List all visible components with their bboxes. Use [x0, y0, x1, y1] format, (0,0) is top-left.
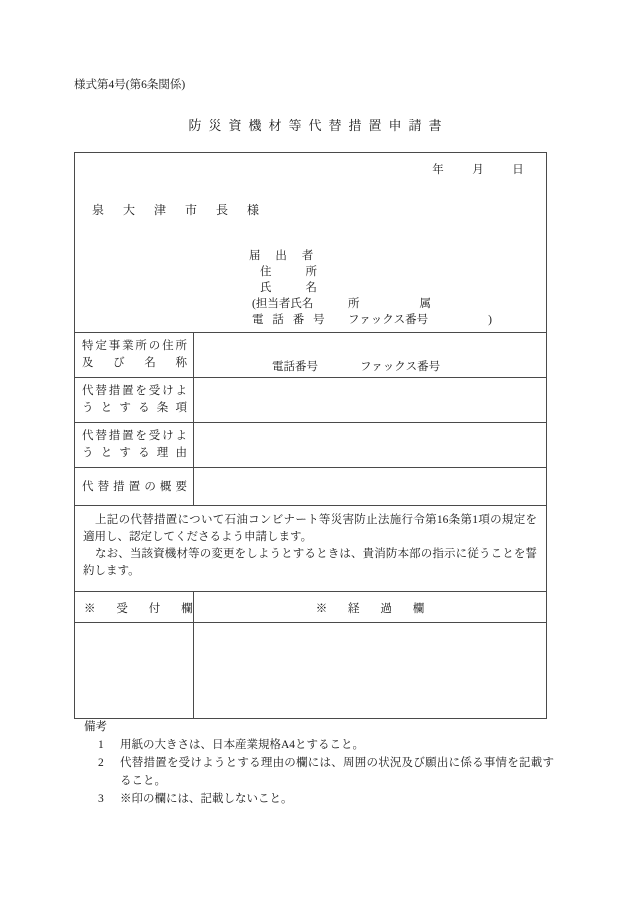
row-label-line-2: うとする条項: [82, 402, 187, 414]
note-number: 2: [98, 757, 104, 769]
row-label-outline: [75, 468, 194, 506]
progress-box[interactable]: [194, 623, 547, 719]
table-row: [75, 468, 547, 506]
row-value-reason[interactable]: [194, 423, 547, 468]
year-label: 年: [432, 164, 444, 176]
fax-label: ファックス番号: [360, 361, 441, 373]
table-row: [75, 333, 547, 378]
note-text: 代替措置を受けようとする理由の欄には、周囲の状況及び願出に係る事情を記載すること。: [120, 757, 554, 787]
row-label-line-2: うとする理由: [82, 447, 187, 459]
note-number: 1: [98, 739, 104, 751]
statement-paragraph-2: なお、当該資機材等の変更をしようとするときは、貴消防本部の指示に従うことを誓約します。: [83, 548, 537, 577]
submitter-phone-label: 電 話 番 号: [252, 314, 328, 326]
submitter-title: 届 出 者: [249, 250, 320, 262]
header-block-cell: [75, 153, 547, 333]
submitter-name-row: [240, 280, 492, 296]
affiliation-label: 所: [348, 298, 360, 310]
phone-fax-hints: [272, 358, 440, 374]
row-value-outline[interactable]: [194, 468, 547, 506]
row-label-line-1: 代替措置の概要: [82, 481, 187, 493]
statement-cell: [75, 506, 547, 592]
note-text: 用紙の大きさは、日本産業規格A4とすること。: [120, 739, 365, 751]
note-text: ※印の欄には、記載しないこと。: [120, 793, 293, 805]
name-label: 氏: [260, 282, 272, 294]
phone-label: 電話番号: [272, 361, 318, 373]
table-row: [75, 378, 547, 423]
progress-column-header: ※ 経 過 欄: [194, 592, 547, 623]
submitter-contact-row: [240, 296, 492, 312]
note-item: [84, 790, 554, 808]
close-paren: ): [488, 314, 492, 326]
contact-name-label: (担当者氏名: [252, 298, 314, 310]
submitter-block: [240, 248, 492, 328]
month-label: 月: [472, 164, 484, 176]
table-row-office-headers: [75, 592, 547, 623]
row-label-business-address: [75, 333, 194, 378]
notes-title: 備考: [84, 721, 107, 733]
form-code: 様式第4号(第6条関係): [74, 79, 186, 91]
table-row-statement: [75, 506, 547, 592]
note-number: 3: [98, 793, 104, 805]
notes-section: [84, 718, 554, 808]
page-title: 防災資機材等代替措置申請書: [188, 118, 449, 133]
row-label-line-2: 及び名称: [82, 357, 187, 369]
table-row-office-boxes: [75, 623, 547, 719]
row-label-reason: [75, 423, 194, 468]
note-item: [84, 736, 554, 754]
row-value-article[interactable]: [194, 378, 547, 423]
application-form-table: [74, 152, 547, 719]
row-label-line-1: 特定事業所の住所: [82, 340, 187, 352]
name-label-2: 名: [305, 282, 317, 294]
affiliation-label-2: 属: [419, 298, 431, 310]
address-label: 住: [260, 266, 272, 278]
address-label-2: 所: [305, 266, 317, 278]
submitter-phone-row: [240, 312, 492, 328]
row-label-line-1: 代替措置を受けよ: [82, 430, 187, 442]
submitter-fax-label: ファックス番号: [348, 314, 429, 326]
row-label-line-1: 代替措置を受けよ: [82, 385, 187, 397]
statement-paragraph-1: 上記の代替措置について石油コンビナート等災害防止法施行令第16条第1項の規定を適用し、認定してくださるよう申請します。: [83, 514, 537, 543]
receipt-column-header: ※ 受 付 欄: [75, 592, 194, 623]
table-row-header-block: [75, 153, 547, 333]
day-label: 日: [512, 164, 524, 176]
row-value-business-address[interactable]: [194, 333, 547, 378]
note-item: [84, 754, 554, 790]
row-label-article: [75, 378, 194, 423]
date-line: [418, 161, 538, 177]
table-row: [75, 423, 547, 468]
submitter-address-row: [240, 264, 492, 280]
addressee: 泉 大 津 市 長 様: [92, 203, 268, 217]
receipt-box[interactable]: [75, 623, 194, 719]
